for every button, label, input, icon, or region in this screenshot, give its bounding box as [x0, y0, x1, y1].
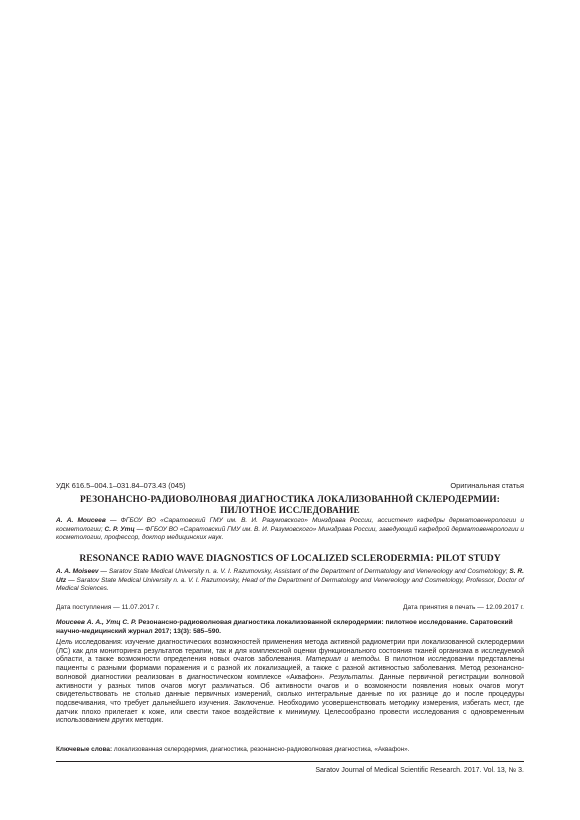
author-1-name: А. А. Моисеев	[56, 517, 106, 524]
udk-code: УДК 616.5–004.1–031.84–073.43 (045)	[56, 480, 186, 490]
authors-english	[56, 568, 524, 594]
abstract-results-label: Результаты.	[329, 673, 375, 681]
keywords	[56, 746, 524, 754]
abstract	[56, 639, 524, 726]
abstract-conclusion-text: Необходимо усовершенствовать методику измерения, избегать мест, где датчик плохо прилегает к коже, или свести такое воздействие к минимуму. Целесообразно провести исследования с одновременным использованием других методик.	[56, 699, 524, 725]
keywords-text: локализованная склеродермия, диагностика, резонансно-радиоволновая диагностика, «Аквафон».	[112, 746, 410, 753]
citation	[56, 619, 524, 636]
citation-text: Резонансно-радиоволновая диагностика локализованной склеродермии: пилотное исследование. Саратовский научно-медицинский журнал 2017; 13(3): 585–590.	[56, 619, 513, 635]
title-russian-line-2: ПИЛОТНОЕ ИССЛЕДОВАНИЕ	[220, 505, 360, 515]
author-2-name: С. Р. Утц	[104, 525, 135, 533]
author-1-affiliation: — ФГБОУ ВО «Саратовский ГМУ им. В. И. Разумовского» Минздрава России, ассистент кафедры дерматовенерологии и косметологии;	[56, 517, 524, 533]
abstract-conclusion-label: Заключение.	[233, 699, 276, 707]
abstract-aim-label: Цель	[56, 639, 73, 646]
authors-russian	[56, 517, 524, 543]
abstract-methods-label: Материал и методы.	[305, 656, 382, 664]
journal-footer: Saratov Journal of Medical Scientific Research. 2017. Vol. 13, № 3.	[315, 767, 524, 774]
dates-line	[56, 602, 524, 612]
author-1-affiliation-en: — Saratov State Medical University n. a. V. I. Razumovsky, Assistant of the Department of Dermatology and Venereology and Cosmetology;	[98, 568, 510, 575]
keywords-label: Ключевые слова:	[56, 746, 113, 753]
title-english: RESONANCE RADIO WAVE DIAGNOSTICS OF LOCALIZED SCLERODERMIA: PILOT STUDY	[79, 553, 501, 564]
header-line	[56, 479, 524, 491]
author-2-name-en: S. R. Utz	[56, 568, 524, 584]
footer-divider	[56, 761, 524, 762]
citation-authors: Моисеев А. А., Утц С. Р.	[56, 619, 137, 626]
abstract-results-text: Данные первичной регистрации волновой активности у разных типов очагов могут различаться. Об активности очагов и о возможности появления новых очагов могут свидетельствовать не столько данные первичных измерений, сколько интегральные данные по их разнице до и после процедуры подсвечивания, что требует дальнейшего изучения.	[56, 673, 525, 707]
author-1-name-en: A. A. Moiseev	[56, 568, 99, 575]
abstract-aim-text: исследования: изучение диагностических возможностей применения метода активной радиометрии при локализованной склеродермии (ЛС) как для мониторинга результатов терапии, так и для комплексной оценки функционального состояния тканей организма в исследуемой области, а также возможности определения новых очагов заболевания.	[56, 639, 524, 664]
date-received: Дата поступления — 11.07.2017 г.	[56, 603, 160, 611]
abstract-methods-text: В пилотном исследовании представлены пациенты с разными формами поражения и с разной их локализацией, а также с разной активностью заболевания. Метод резонансно-волновой диагностики реализован в диагностическом комплексе «Аквафон».	[56, 656, 524, 681]
title-russian	[56, 494, 524, 516]
title-russian-line-1: РЕЗОНАНСНО-РАДИОВОЛНОВАЯ ДИАГНОСТИКА ЛОКАЛИЗОВАННОЙ СКЛЕРОДЕРМИИ:	[80, 494, 500, 504]
author-2-affiliation: — ФГБОУ ВО «Саратовский ГМУ им. В. И. Разумовского» Минздрава России, заведующий кафедрой дерматовенерологии и косметологии, профессор, доктор медицинских наук.	[56, 525, 525, 542]
article-type: Оригинальная статья	[450, 480, 524, 490]
author-2-affiliation-en: — Saratov State Medical University n. a. V. I. Razumovsky, Head of the Department of Dermatology and Venereology and Cosmetology, Professor, Doctor of Medical Sciences.	[56, 576, 524, 593]
date-accepted: Дата принятия в печать — 12.09.2017 г.	[403, 603, 524, 611]
